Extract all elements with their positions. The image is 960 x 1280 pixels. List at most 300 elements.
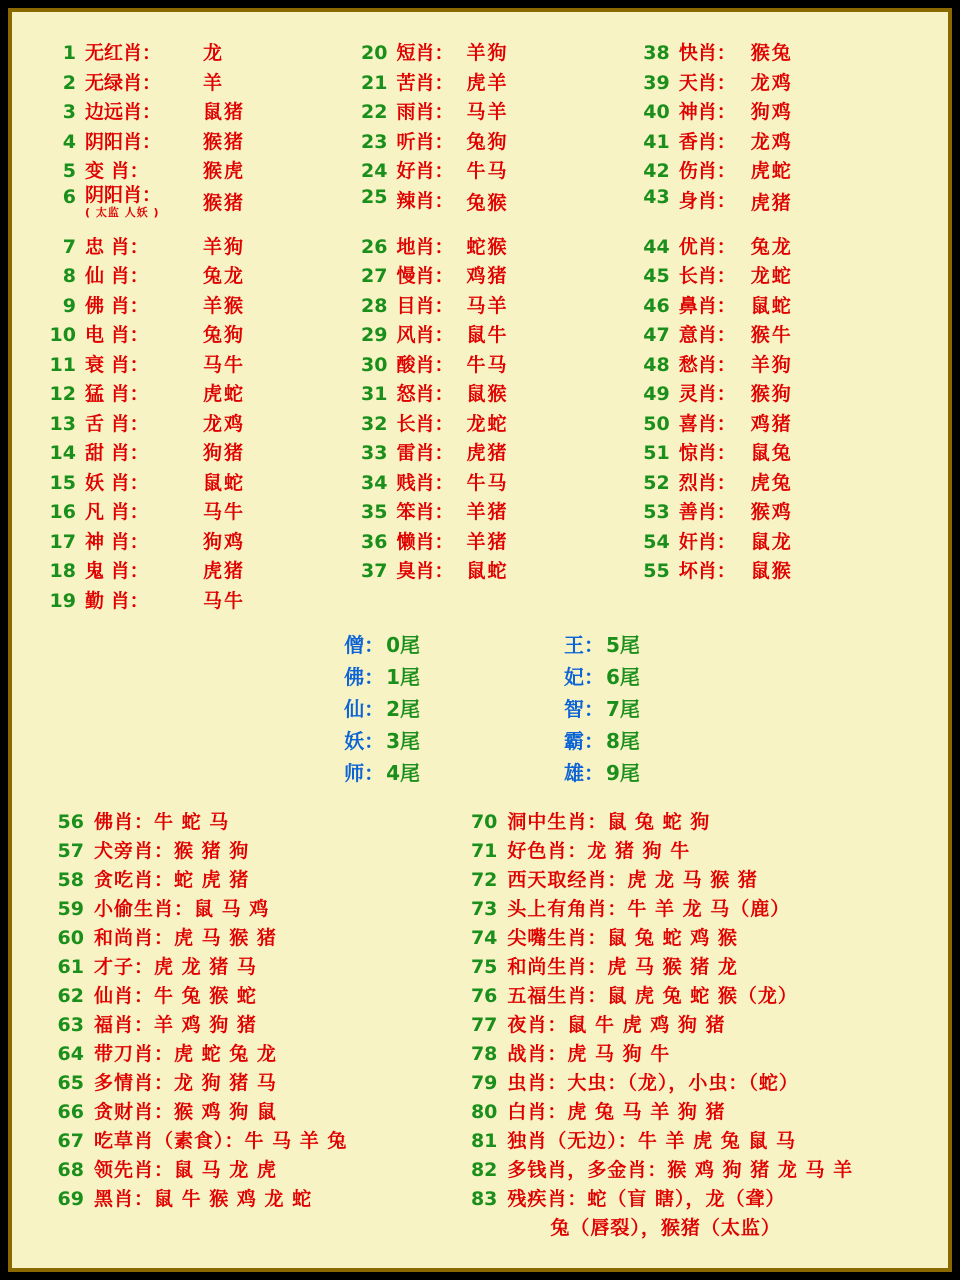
list-item [42, 586, 353, 616]
item-number: 10 [49, 324, 76, 346]
item-values: 羊狗 [750, 353, 793, 376]
item-text: 小偷生肖：鼠 马 鸡 [94, 898, 270, 920]
item-text: 战肖：虎 马 狗 牛 [507, 1043, 671, 1065]
item-number: 22 [361, 101, 388, 123]
item-label: 阴阳肖： [85, 130, 162, 153]
item-label-note: ( 太监 人妖 ) [85, 206, 160, 220]
item-text: 佛肖：牛 蛇 马 [94, 811, 230, 833]
item-number: 82 [470, 1159, 498, 1181]
item-number: 31 [361, 383, 388, 405]
list-item [353, 350, 635, 380]
item-values: 鼠蛇 [750, 294, 793, 317]
item-values: 马牛 [203, 353, 246, 376]
item-number: 49 [643, 383, 670, 405]
item-number: 11 [49, 353, 76, 376]
list-item [42, 409, 353, 439]
item-number: 6 [62, 185, 76, 208]
item-number: 57 [57, 840, 84, 862]
item-number: 15 [49, 471, 76, 494]
item-number: 83 [470, 1188, 498, 1210]
item-number: 34 [361, 471, 388, 494]
item-label: 无红肖： [85, 42, 162, 64]
tail-key: 妖： [344, 729, 385, 753]
item-label: 电 肖： [85, 324, 149, 346]
item-values: 猴狗 [750, 383, 793, 405]
item-values: 羊猪 [466, 530, 509, 553]
tail-value: 0尾 [386, 633, 420, 657]
item-number: 67 [57, 1130, 84, 1152]
bottom-column-right [455, 807, 918, 1242]
list-item [42, 836, 455, 865]
item-values: 鼠猴 [466, 383, 509, 405]
item-values: 猴猪 [203, 130, 246, 153]
item-number: 76 [470, 985, 498, 1007]
item-label: 佛 肖： [85, 294, 149, 317]
list-item [42, 261, 353, 291]
list-item [42, 527, 353, 557]
item-text: 多情肖：龙 狗 猪 马 [94, 1072, 277, 1094]
list-item [636, 409, 918, 439]
list-item [353, 527, 635, 557]
item-number: 4 [62, 130, 76, 153]
tail-item [540, 629, 640, 661]
item-label: 鼻肖： [678, 294, 736, 317]
tail-value: 8尾 [606, 729, 640, 753]
item-values: 马牛 [203, 589, 246, 612]
item-label: 好肖： [396, 160, 454, 182]
list-item [636, 556, 918, 586]
item-text: 好色肖：龙 猪 狗 牛 [507, 840, 691, 862]
item-values: 兔猴 [466, 191, 509, 214]
item-values: 鼠龙 [750, 530, 793, 553]
list-item [353, 156, 635, 186]
item-label: 喜肖： [678, 412, 736, 435]
list-item [455, 807, 918, 836]
item-values: 龙鸡 [750, 71, 793, 94]
item-number: 2 [62, 71, 76, 94]
item-number: 81 [470, 1130, 498, 1152]
item-number: 33 [361, 442, 388, 464]
list-item [42, 97, 353, 127]
item-number: 46 [643, 294, 670, 317]
list-item [42, 232, 353, 262]
list-item [42, 894, 455, 923]
item-text: 残疾肖：蛇（盲 瞎），龙（聋） [507, 1188, 786, 1210]
item-label: 奸肖： [678, 530, 736, 553]
item-text: 独肖（无边）：牛 羊 虎 兔 鼠 马 [507, 1130, 796, 1152]
tail-key: 仙： [344, 697, 385, 721]
item-number: 5 [62, 160, 76, 182]
list-item [42, 68, 353, 98]
item-values: 羊猪 [466, 501, 509, 523]
item-label: 变 肖： [85, 160, 149, 182]
list-item [42, 320, 353, 350]
list-item [42, 350, 353, 380]
item-label: 凡 肖： [85, 501, 149, 523]
item-number: 73 [470, 898, 498, 920]
tail-value: 9尾 [606, 761, 640, 785]
item-number: 45 [643, 265, 670, 287]
item-values: 龙鸡 [203, 412, 246, 435]
item-text-continuation: 兔（唇裂），猴猪（太监） [550, 1217, 781, 1239]
list-item [353, 497, 635, 527]
item-label: 雷肖： [396, 442, 454, 464]
item-label: 雨肖： [396, 101, 454, 123]
list-item [636, 261, 918, 291]
item-text: 头上有角肖：牛 羊 龙 马（鹿） [507, 898, 791, 920]
item-number: 54 [643, 530, 670, 553]
item-number: 74 [470, 927, 498, 949]
item-number: 23 [361, 130, 388, 153]
item-number: 14 [49, 442, 76, 464]
list-item [353, 261, 635, 291]
item-number: 20 [361, 42, 388, 64]
item-text: 福肖：羊 鸡 狗 猪 [94, 1014, 257, 1036]
item-values: 虎蛇 [203, 383, 246, 405]
list-item [42, 156, 353, 186]
list-item [42, 1184, 455, 1213]
item-label: 猛 肖： [85, 383, 149, 405]
item-values: 蛇猴 [466, 235, 509, 258]
tail-key: 智： [564, 697, 604, 721]
list-item [42, 1010, 455, 1039]
item-values: 猴鸡 [750, 501, 793, 523]
item-text: 西天取经肖：虎 龙 马 猴 猪 [507, 869, 758, 891]
item-number: 79 [470, 1072, 498, 1094]
item-label: 优肖： [678, 235, 736, 258]
list-item [455, 894, 918, 923]
item-text: 贪吃肖：蛇 虎 猪 [94, 869, 250, 891]
list-item [636, 350, 918, 380]
item-label: 天肖： [678, 71, 736, 94]
item-label: 甜 肖： [85, 442, 149, 464]
tail-item [320, 693, 420, 725]
item-label: 懒肖： [396, 530, 454, 553]
item-number: 25 [361, 185, 388, 208]
item-label: 边远肖： [85, 101, 162, 123]
item-label: 目肖： [396, 294, 454, 317]
item-values: 牛马 [466, 471, 509, 494]
tail-key: 王： [564, 633, 604, 657]
list-item [455, 1126, 918, 1155]
tail-value: 1尾 [386, 665, 420, 689]
item-values: 鼠蛇 [466, 560, 509, 582]
tail-value: 3尾 [386, 729, 420, 753]
item-number: 78 [470, 1043, 498, 1065]
list-item-continuation [455, 1213, 918, 1242]
item-label: 臭肖： [396, 560, 454, 582]
item-values: 虎羊 [466, 71, 509, 94]
item-values: 猴兔 [750, 42, 793, 64]
list-item [636, 468, 918, 498]
item-values: 猴虎 [203, 160, 246, 182]
item-number: 38 [643, 42, 670, 64]
item-label: 酸肖： [396, 353, 454, 376]
item-label: 舌 肖： [85, 412, 149, 435]
list-item [42, 1097, 455, 1126]
item-label: 地肖： [396, 235, 454, 258]
item-label: 妖 肖： [85, 471, 149, 494]
item-number: 56 [57, 811, 84, 833]
item-label: 长肖： [396, 412, 454, 435]
item-number: 53 [643, 501, 670, 523]
item-values: 鼠牛 [466, 324, 509, 346]
item-text: 多钱肖，多金肖：猴 鸡 狗 猪 龙 马 羊 [507, 1159, 854, 1181]
item-values: 龙 [203, 42, 225, 64]
list-item [353, 38, 635, 68]
item-label: 愁肖： [678, 353, 736, 376]
item-number: 26 [361, 235, 388, 258]
list-item [42, 379, 353, 409]
item-number: 42 [643, 160, 670, 182]
item-values: 兔龙 [203, 265, 246, 287]
item-number: 3 [62, 101, 76, 123]
item-values: 牛马 [466, 353, 509, 376]
item-number: 24 [361, 160, 388, 182]
item-label: 无绿肖： [85, 71, 162, 94]
item-number: 39 [643, 71, 670, 94]
item-label-group [85, 183, 203, 220]
poster-sheet [12, 12, 948, 1268]
item-values: 羊狗 [203, 235, 246, 258]
list-item [636, 438, 918, 468]
item-number: 21 [361, 71, 388, 94]
item-text: 白肖：虎 兔 马 羊 狗 猪 [507, 1101, 726, 1123]
list-item [42, 438, 353, 468]
item-values: 鼠猪 [203, 101, 246, 123]
item-number: 58 [57, 869, 84, 891]
top-column-1 [42, 38, 353, 615]
item-number: 12 [49, 383, 76, 405]
list-item [455, 1068, 918, 1097]
list-item [636, 127, 918, 157]
item-number: 51 [643, 442, 670, 464]
tail-value: 5尾 [606, 633, 640, 657]
list-item [455, 1097, 918, 1126]
item-label: 怒肖： [396, 383, 454, 405]
item-text: 犬旁肖：猴 猪 狗 [94, 840, 250, 862]
item-values: 羊狗 [466, 42, 509, 64]
list-item [353, 232, 635, 262]
item-values: 马羊 [466, 101, 509, 123]
item-number: 35 [361, 501, 388, 523]
item-number: 61 [57, 956, 84, 978]
item-label: 辣肖： [396, 189, 454, 212]
item-number: 72 [470, 869, 498, 891]
item-label: 仙 肖： [85, 265, 149, 287]
item-number: 65 [57, 1072, 84, 1094]
list-item [353, 291, 635, 321]
item-label: 苦肖： [396, 71, 454, 94]
item-number: 7 [62, 235, 76, 258]
item-text: 五福生肖：鼠 虎 兔 蛇 猴（龙） [507, 985, 798, 1007]
item-number: 69 [57, 1188, 84, 1210]
tail-key: 妃： [564, 665, 604, 689]
item-number: 64 [57, 1043, 84, 1065]
list-item [42, 556, 353, 586]
item-number: 43 [643, 185, 670, 208]
tail-value: 2尾 [386, 697, 420, 721]
list-item [636, 379, 918, 409]
item-values: 马羊 [466, 294, 509, 317]
item-values: 龙蛇 [466, 412, 509, 435]
list-item [636, 320, 918, 350]
item-number: 50 [643, 412, 670, 435]
list-item [42, 1039, 455, 1068]
tail-item [320, 757, 420, 789]
item-number: 18 [49, 560, 76, 582]
top-column-2 [353, 38, 635, 586]
list-item [42, 291, 353, 321]
tail-key: 雄： [564, 761, 604, 785]
list-item [455, 1039, 918, 1068]
list-item [42, 1126, 455, 1155]
item-number: 52 [643, 471, 670, 494]
item-number: 59 [57, 898, 84, 920]
list-item [455, 1010, 918, 1039]
item-number: 13 [49, 412, 76, 435]
list-item [636, 291, 918, 321]
item-number: 17 [49, 530, 76, 553]
tails-column-left [320, 629, 420, 789]
list-item [42, 952, 455, 981]
item-values: 龙蛇 [750, 265, 793, 287]
list-item [455, 865, 918, 894]
item-label: 惊肖： [678, 442, 736, 464]
list-item [42, 981, 455, 1010]
list-item [353, 68, 635, 98]
tail-value: 4尾 [386, 761, 420, 785]
item-label: 贱肖： [396, 471, 454, 494]
poster-border [8, 8, 952, 1272]
item-values: 羊猴 [203, 294, 246, 317]
list-item [42, 923, 455, 952]
item-text: 黑肖：鼠 牛 猴 鸡 龙 蛇 [94, 1188, 313, 1210]
tail-value: 7尾 [606, 697, 640, 721]
item-text: 和尚生肖：虎 马 猴 猪 龙 [507, 956, 738, 978]
item-text: 贪财肖：猴 鸡 狗 鼠 [94, 1101, 277, 1123]
item-label: 香肖： [678, 130, 736, 153]
bottom-column-left [42, 807, 455, 1242]
item-label: 短肖： [396, 42, 454, 64]
tails-column-right [540, 629, 640, 789]
item-number: 28 [361, 294, 388, 317]
item-number: 80 [470, 1101, 498, 1123]
top-column-3 [636, 38, 918, 586]
list-item [455, 1155, 918, 1184]
item-number: 47 [643, 324, 670, 346]
item-label: 风肖： [396, 324, 454, 346]
item-number: 32 [361, 412, 388, 435]
tail-item [540, 757, 640, 789]
item-text: 带刀肖：虎 蛇 兔 龙 [94, 1043, 277, 1065]
item-text: 虫肖：大虫：（龙），小虫：（蛇） [507, 1072, 799, 1094]
item-values: 虎猪 [203, 560, 246, 582]
item-values: 鸡猪 [750, 412, 793, 435]
item-label: 神 肖： [85, 530, 149, 553]
list-item [455, 1184, 918, 1213]
tail-key: 僧： [344, 633, 385, 657]
list-item [42, 1068, 455, 1097]
item-values: 猴猪 [203, 191, 246, 214]
item-number: 41 [643, 130, 670, 153]
tail-key: 师： [344, 761, 385, 785]
item-label: 快肖： [678, 42, 736, 64]
list-item [42, 127, 353, 157]
item-text: 领先肖：鼠 马 龙 虎 [94, 1159, 277, 1181]
list-item [455, 981, 918, 1010]
item-number: 40 [643, 101, 670, 123]
list-item [636, 497, 918, 527]
item-text: 仙肖：牛 兔 猴 蛇 [94, 985, 257, 1007]
item-number: 30 [361, 353, 388, 376]
item-values: 鼠兔 [750, 442, 793, 464]
item-text: 洞中生肖：鼠 兔 蛇 狗 [507, 811, 711, 833]
list-item [42, 497, 353, 527]
item-number: 37 [361, 560, 388, 582]
list-item [636, 68, 918, 98]
list-item [353, 320, 635, 350]
list-item [353, 409, 635, 439]
item-label: 长肖： [678, 265, 736, 287]
item-number: 70 [470, 811, 498, 833]
item-label: 忠 肖： [85, 235, 149, 258]
item-label: 阴阳肖： [85, 183, 162, 206]
list-item [636, 38, 918, 68]
tail-item [540, 693, 640, 725]
item-number: 19 [49, 589, 76, 612]
list-item [42, 1155, 455, 1184]
tail-item [540, 725, 640, 757]
item-number: 8 [62, 265, 76, 287]
item-values: 虎蛇 [750, 160, 793, 182]
item-values: 猴牛 [750, 324, 793, 346]
list-item [353, 556, 635, 586]
list-item [636, 156, 918, 186]
item-number: 36 [361, 530, 388, 553]
item-number: 60 [57, 927, 84, 949]
item-number: 55 [643, 560, 670, 582]
item-values: 虎猪 [466, 442, 509, 464]
list-item [353, 468, 635, 498]
item-number: 63 [57, 1014, 84, 1036]
item-text: 夜肖：鼠 牛 虎 鸡 狗 猪 [507, 1014, 726, 1036]
item-number: 9 [62, 294, 76, 317]
item-label: 意肖： [678, 324, 736, 346]
list-item [636, 186, 918, 232]
item-number: 68 [57, 1159, 84, 1181]
list-item [42, 807, 455, 836]
list-item [455, 923, 918, 952]
item-number: 27 [361, 265, 388, 287]
item-number: 1 [62, 42, 76, 64]
item-values: 龙鸡 [750, 130, 793, 153]
item-values: 虎兔 [750, 471, 793, 494]
list-item [455, 952, 918, 981]
item-label: 衰 肖： [85, 353, 149, 376]
item-values: 鼠蛇 [203, 471, 246, 494]
item-label: 烈肖： [678, 471, 736, 494]
item-label: 善肖： [678, 501, 736, 523]
item-values: 虎猪 [750, 191, 793, 214]
item-values: 鼠猴 [750, 560, 793, 582]
list-item [42, 468, 353, 498]
item-number: 75 [470, 956, 498, 978]
list-item [42, 38, 353, 68]
tail-key: 霸： [564, 729, 604, 753]
item-number: 71 [470, 840, 498, 862]
item-label: 笨肖： [396, 501, 454, 523]
